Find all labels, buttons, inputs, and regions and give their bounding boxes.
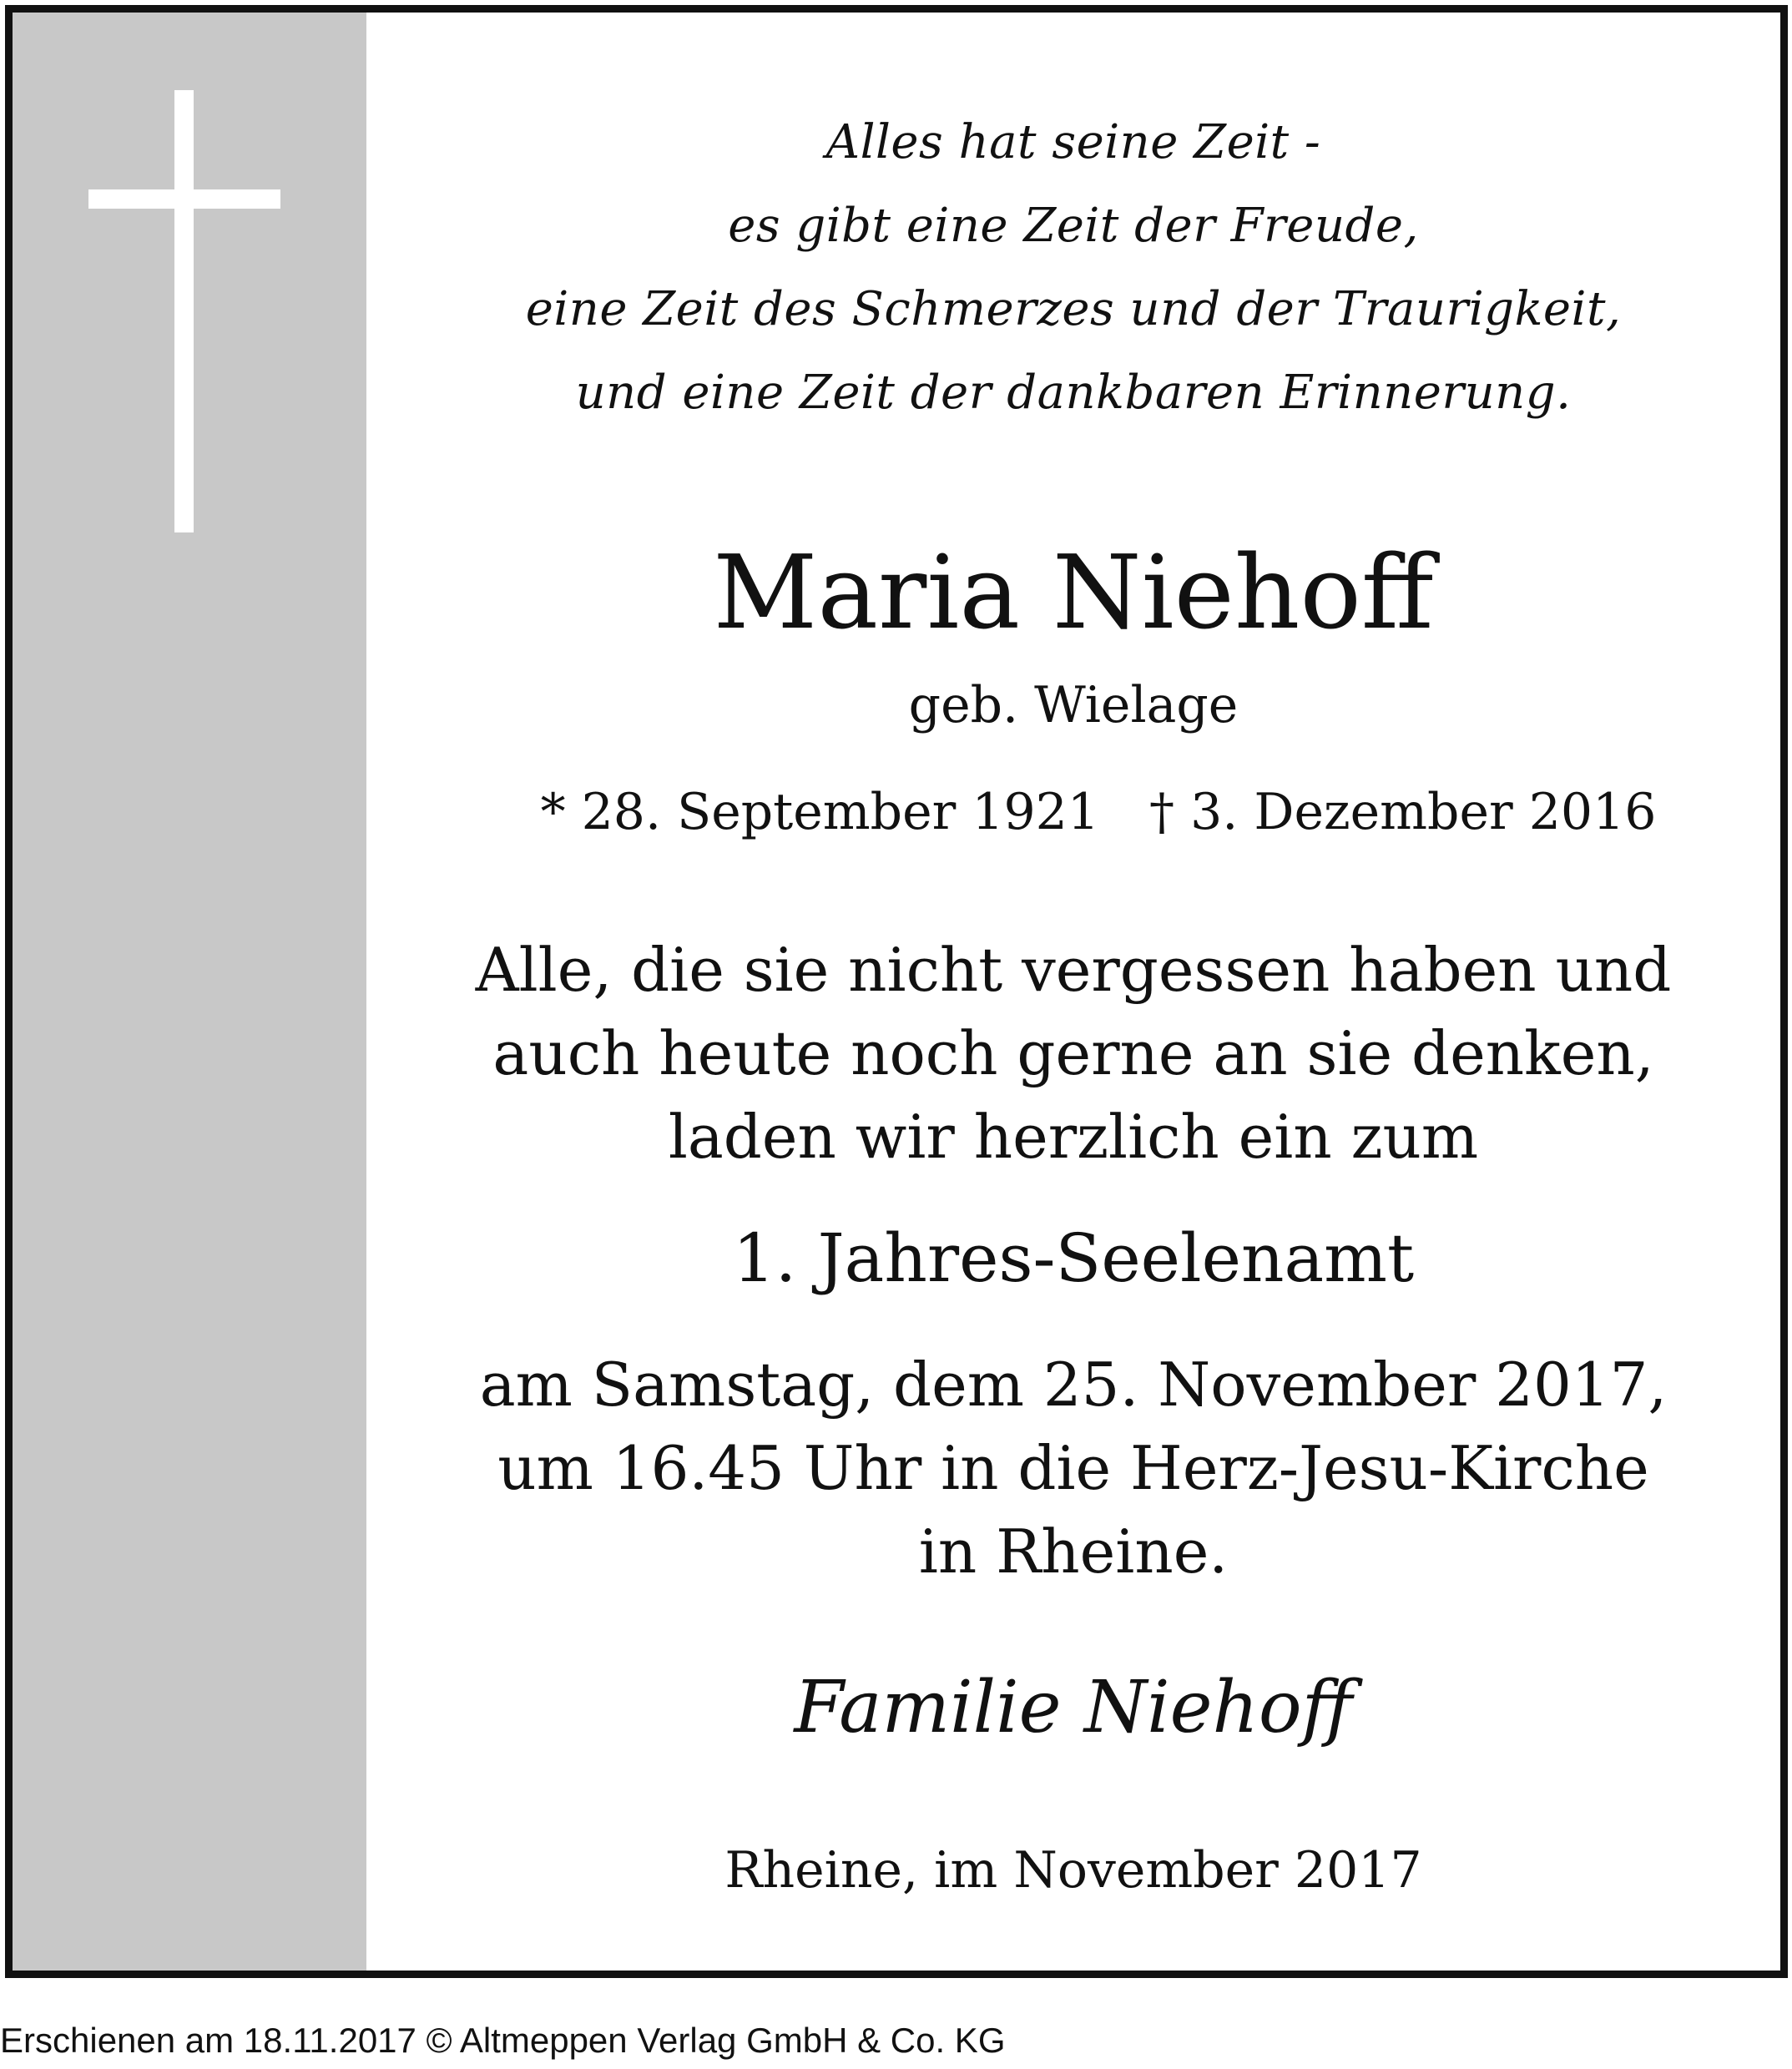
deceased-name: Maria Niehoff [713, 533, 1434, 652]
quote-line: Alles hat seine Zeit - [825, 115, 1321, 169]
place-date: Rheine, im November 2017 [724, 1841, 1422, 1900]
maiden-name: geb. Wielage [908, 676, 1239, 734]
invitation-line: Alle, die sie nicht vergessen haben und [475, 935, 1672, 1005]
service-detail: um 16.45 Uhr in die Herz-Jesu-Kirche [497, 1433, 1649, 1503]
quote-line: und eine Zeit der dankbaren Erinnerung. [575, 366, 1572, 420]
cross-icon [174, 90, 194, 532]
side-band [13, 13, 366, 1971]
quote-line: eine Zeit des Schmerzes und der Traurigkeit, [525, 282, 1622, 336]
service-detail: am Samstag, dem 25. November 2017, [479, 1350, 1668, 1420]
service-title: 1. Jahres-Seelenamt [732, 1219, 1415, 1297]
signature: Familie Niehoff [794, 1666, 1353, 1749]
birth-date: * 28. September 1921 [540, 783, 1100, 841]
invitation-line: laden wir herzlich ein zum [668, 1102, 1479, 1172]
death-date: † 3. Dezember 2016 [1149, 783, 1657, 841]
cross-icon-bar [88, 189, 280, 209]
publication-credit: Erschienen am 18.11.2017 © Altmeppen Verlag GmbH & Co. KG [0, 2021, 1006, 2060]
quote-line: es gibt eine Zeit der Freude, [728, 199, 1419, 253]
notice-content [366, 13, 1780, 1971]
death-notice [5, 5, 1788, 1978]
service-detail: in Rheine. [918, 1516, 1229, 1587]
invitation-line: auch heute noch gerne an sie denken, [492, 1018, 1654, 1088]
life-dates [366, 779, 1788, 845]
